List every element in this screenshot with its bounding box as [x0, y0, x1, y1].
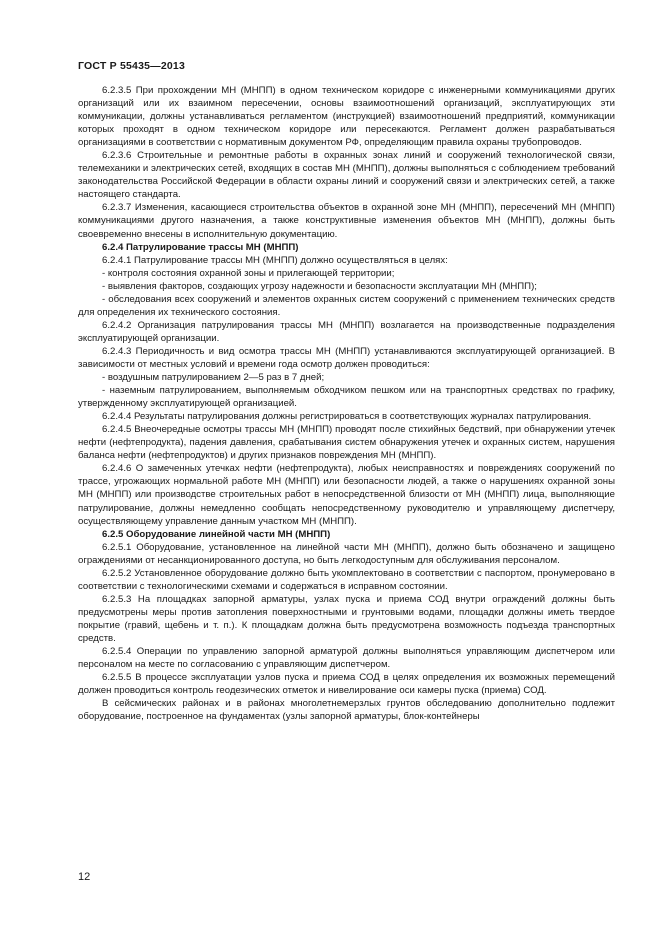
paragraph-6-2-5-5: 6.2.5.5 В процессе эксплуатации узлов пуска и приема СОД в целях определения их возможных перемещений должен проводиться контроль геодезических отметок и нивелирование оси камеры пуска (приема) СОД.: [78, 672, 615, 697]
paragraph-6-2-5-4: 6.2.5.4 Операции по управлению запорной арматурой должны выполняться управляющим диспетчером или персоналом на месте по согласованию с управляющим диспетчером.: [78, 646, 615, 671]
list-item: - воздушным патрулированием 2—5 раз в 7 дней;: [102, 372, 325, 384]
section-heading-6-2-4: 6.2.4 Патрулирование трассы МН (МНПП): [102, 241, 299, 253]
list-item: - обследования всех сооружений и элементов охранных систем сооружений с применением технических средств для определения их технического состояния.: [78, 293, 615, 318]
paragraph-6-2-5-3: 6.2.5.3 На площадках запорной арматуры, узлах пуска и приема СОД внутри ограждений должны быть предусмотрены меры против затопления поверхностными и грунтовыми водами, площадки должны иметь твердое покрытие (гравий, щебень и т. п.). К площадкам должна быть предусмотрена возможность подъезда транспортных средств.: [78, 593, 615, 644]
paragraph-6-2-4-4: 6.2.4.4 Результаты патрулирования должны регистрироваться в соответствующих журналах патрулирования.: [102, 411, 592, 423]
paragraph-6-2-4-3: 6.2.4.3 Периодичность и вид осмотра трассы МН (МНПП) устанавливаются эксплуатирующей организацией. В зависимости от местных условий и времени года осмотр должен проводиться:: [78, 345, 615, 370]
list-item: - выявления факторов, создающих угрозу надежности и безопасности эксплуатации МН (МНПП);: [102, 280, 537, 292]
paragraph-6-2-4-6: 6.2.4.6 О замеченных утечках нефти (нефтепродукта), любых неисправностях и повреждениях сооружений по трассе, угрожающих нормальной работе МН (МНПП) или безопасности людей, а также о нарушениях охранной зоны МН (МНПП) или производстве строительных работ в непосредственной близости от МН (МНПП) лица, выполняющие патрулирование, должны немедленно сообщать непосредственному руководителю и управляющему диспетчеру, осуществляющему управление данным участком МН (МНПП).: [78, 463, 615, 527]
paragraph-6-2-3-6: 6.2.3.6 Строительные и ремонтные работы в охранных зонах линий и сооружений технологической связи, телемеханики и электрических сетей, входящих в состав МН (МНПП), должны выполняться с соблюдением требований законодательства Российской Федерации в области охраны линий и сооружений связи и электрических сетей, а также настоящего стандарта.: [78, 150, 615, 201]
paragraph-6-2-5-2: 6.2.5.2 Установленное оборудование должно быть укомплектовано в соответствии с паспортом, пронумеровано в соответствии с технологическими схемами и содержаться в исправном состоянии.: [78, 567, 615, 592]
document-header: ГОСТ Р 55435—2013: [78, 60, 186, 72]
section-heading-6-2-5: 6.2.5 Оборудование линейной части МН (МНПП): [102, 528, 331, 540]
list-item: - наземным патрулированием, выполняемым обходчиком пешком или на транспортных средствах по графику, утвержденному эксплуатирующей организацией.: [78, 385, 615, 410]
page-number: 12: [78, 871, 91, 883]
document-body: [78, 84, 615, 723]
paragraph-continuation: В сейсмических районах и в районах многолетнемерзлых грунтов обследованию дополнительно подлежит оборудование, построенное на фундаментах (узлы запорной арматуры, блок-контейнеры: [78, 698, 615, 723]
paragraph-6-2-3-5: 6.2.3.5 При прохождении МН (МНПП) в одном техническом коридоре с инженерными коммуникациями других организаций или их взаимном пересечении, основы взаимоотношений организаций, эксплуатирующих эти коммуникации, должны устанавливаться регламентом (инструкцией) взаимоотношений предприятий, коммуникации которых проходят в одном техническом коридоре или пересекаются. Регламент должен разрабатываться организациями в соответствии с нормативным документом РФ, определяющим правила охраны трубопроводов.: [78, 85, 615, 149]
list-item: - контроля состояния охранной зоны и прилегающей территории;: [102, 267, 395, 279]
paragraph-6-2-5-1: 6.2.5.1 Оборудование, установленное на линейной части МН (МНПП), должно быть обозначено и защищено ограждениями от несанкционированного доступа, но быть легкодоступным для обслуживания персоналом.: [78, 541, 615, 566]
paragraph-6-2-4-5: 6.2.4.5 Внеочередные осмотры трассы МН (МНПП) проводят после стихийных бедствий, при обнаружении утечек нефти (нефтепродукта), падения давления, срабатывания систем обнаружения утечек и охранных систем, нарушения баланса нефти (нефтепродуктов) и других признаков повреждения МН (МНПП).: [78, 424, 615, 462]
paragraph-6-2-4-1: 6.2.4.1 Патрулирование трассы МН (МНПП) должно осуществляться в целях:: [102, 254, 448, 266]
paragraph-6-2-3-7: 6.2.3.7 Изменения, касающиеся строительства объектов в охранной зоне МН (МНПП), пересечений МН (МНПП) коммуникациями другого назначения, а также конструктивные изменения объектов МН (МНПП), должны быть своевременно внесены в исполнительную документацию.: [78, 202, 615, 240]
paragraph-6-2-4-2: 6.2.4.2 Организация патрулирования трассы МН (МНПП) возлагается на производственные подразделения эксплуатирующей организации.: [78, 319, 615, 344]
